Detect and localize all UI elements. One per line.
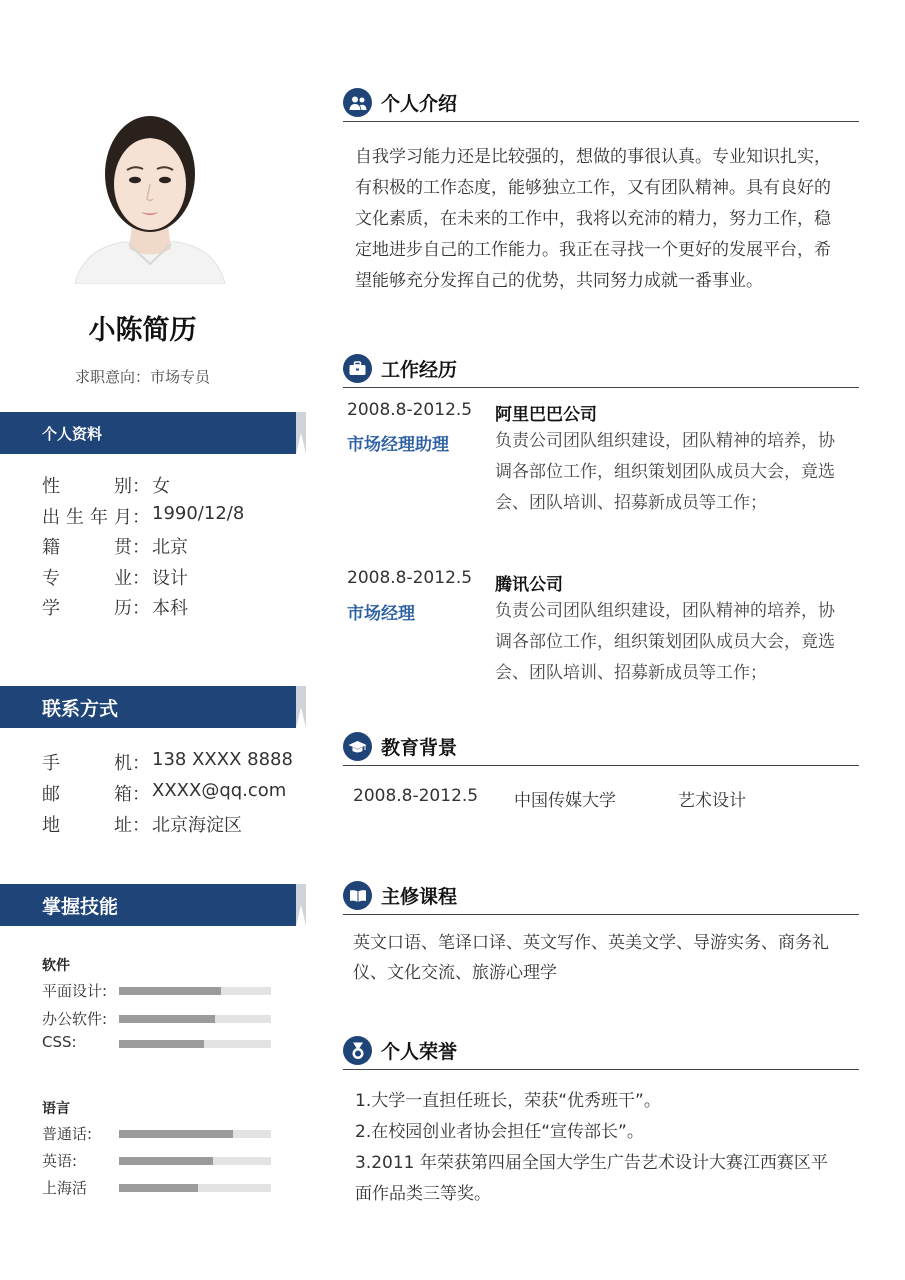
profile-photo — [73, 104, 227, 284]
text-line: 仪、文化交流、旅游心理学 — [353, 963, 557, 983]
portrait-image — [73, 104, 227, 284]
skill-row — [42, 1008, 272, 1028]
text-line: 定地进步自己的工作能力。我正在寻找一个更好的发展平台，希 — [355, 240, 831, 260]
job-company: 腾讯公司 — [495, 575, 563, 595]
book-icon — [343, 881, 372, 910]
job-title: 市场经理 — [347, 604, 415, 624]
job-date: 2008.8-2012.5 — [347, 568, 473, 588]
job-description — [495, 426, 865, 519]
skill-bar — [119, 1184, 271, 1192]
courses-text — [353, 928, 829, 988]
skill-bar-fill — [119, 1184, 198, 1192]
skill-bar — [119, 1015, 271, 1023]
section-bar-skills — [0, 884, 296, 926]
section-title-personal: 个人资料 — [42, 424, 103, 443]
skill-row — [42, 980, 272, 1000]
skill-bar-fill — [119, 1015, 215, 1023]
text-line: 面作品类三等奖。 — [355, 1184, 491, 1204]
text-line: 1.大学一直担任班长，荣获“优秀班干”。 — [355, 1091, 661, 1111]
skill-bar — [119, 1157, 271, 1165]
info-row-origin: 籍贯 ： 北京 — [42, 533, 188, 559]
graduation-cap-icon — [343, 732, 372, 761]
honors-text — [355, 1086, 828, 1210]
education-school: 中国传媒大学 — [514, 791, 616, 811]
section-title-education: 教育背景 — [381, 737, 458, 759]
education-date: 2008.8-2012.5 — [353, 786, 479, 806]
text-line: 有积极的工作态度，能够独立工作，又有团队精神。具有良好的 — [355, 178, 831, 198]
info-value: XXXX@qq.com — [152, 780, 287, 801]
skill-bar — [119, 1130, 271, 1138]
section-title-contact: 联系方式 — [42, 697, 119, 720]
skill-row — [42, 1177, 272, 1197]
skill-row — [42, 1150, 272, 1170]
job-description — [495, 596, 865, 689]
skill-bar-fill — [119, 1040, 204, 1048]
info-row-major: 专业 ： 设计 — [42, 564, 188, 590]
info-row-degree: 学历 ： 本科 — [42, 594, 188, 620]
skill-row — [42, 1123, 272, 1143]
info-row-gender: 性别 ： 女 — [42, 472, 170, 498]
text-line: 望能够充分发挥自己的优势，共同努力成就一番事业。 — [355, 271, 763, 291]
skill-label: 上海活 — [42, 1179, 88, 1197]
info-value: 北京 — [152, 537, 188, 558]
skill-bar-fill — [119, 987, 221, 995]
text-line: 调各部位工作，组织策划团队成员大会，竟选 — [495, 462, 835, 482]
info-key: 出生年月 — [42, 507, 132, 528]
job-company: 阿里巴巴公司 — [495, 405, 597, 425]
skill-label: 普通话: — [42, 1125, 93, 1143]
skill-row — [42, 1033, 272, 1053]
section-header-honors — [343, 1034, 859, 1070]
text-line: 2.在校园创业者协会担任“宣传部长”。 — [355, 1122, 644, 1142]
info-key: 地址 — [42, 815, 132, 836]
text-line: 自我学习能力还是比较强的，想做的事很认真。专业知识扎实， — [355, 147, 831, 167]
people-icon — [343, 88, 372, 117]
text-line: 负责公司团队组织建设，团队精神的培养，协 — [495, 431, 835, 451]
skill-bar — [119, 987, 271, 995]
section-header-work — [343, 352, 859, 388]
briefcase-icon — [343, 354, 372, 383]
info-key: 学历 — [42, 598, 132, 619]
section-header-intro — [343, 86, 859, 122]
job-intent: 求职意向：市场专员 — [74, 368, 210, 386]
text-line: 3.2011 年荣获第四届全国大学生广告艺术设计大赛江西赛区平 — [355, 1153, 828, 1173]
section-bar-contact — [0, 686, 296, 728]
info-value: 设计 — [152, 568, 188, 589]
text-line: 会、团队培训、招募新成员等工作； — [495, 663, 767, 683]
section-header-education — [343, 730, 859, 766]
skill-label: 平面设计: — [42, 982, 108, 1000]
info-value: 本科 — [152, 598, 188, 619]
info-row-birth: 出生年月 ： 1990/12/8 — [42, 503, 245, 528]
education-major: 艺术设计 — [678, 791, 746, 811]
info-key: 性别 — [42, 476, 132, 497]
section-title-honors: 个人荣誉 — [381, 1041, 458, 1063]
info-value: 138 XXXX 8888 — [152, 749, 293, 770]
text-line: 负责公司团队组织建设，团队精神的培养，协 — [495, 601, 835, 621]
skill-group-software: 软件 — [42, 958, 70, 974]
skill-bar-fill — [119, 1130, 233, 1138]
info-key: 籍贯 — [42, 537, 132, 558]
text-line: 英文口语、笔译口译、英文写作、英美文学、导游实务、商务礼 — [353, 933, 829, 953]
medal-icon — [343, 1036, 372, 1065]
section-header-courses — [343, 879, 859, 915]
skill-label: 办公软件: — [42, 1010, 108, 1028]
text-line: 会、团队培训、招募新成员等工作； — [495, 493, 767, 513]
info-value: 女 — [152, 476, 170, 497]
info-key: 邮箱 — [42, 784, 132, 805]
resume-name: 小陈简历 — [88, 315, 197, 346]
job-date: 2008.8-2012.5 — [347, 400, 473, 420]
section-bar-personal — [0, 412, 296, 454]
section-title-skills: 掌握技能 — [42, 895, 119, 918]
section-title-courses: 主修课程 — [381, 886, 458, 908]
text-line: 文化素质，在未来的工作中，我将以充沛的精力，努力工作，稳 — [355, 209, 831, 229]
skill-label: 英语: — [42, 1152, 78, 1170]
contact-row-phone: 手机 ： 138 XXXX 8888 — [42, 749, 293, 774]
contact-row-email: 邮箱 ： XXXX@qq.com — [42, 780, 287, 805]
job-title: 市场经理助理 — [347, 435, 449, 455]
info-value: 1990/12/8 — [152, 503, 245, 524]
skill-bar-fill — [119, 1157, 213, 1165]
section-title-work: 工作经历 — [381, 359, 458, 381]
skill-label: CSS: — [42, 1033, 77, 1051]
section-title-intro: 个人介绍 — [381, 93, 458, 115]
skill-bar — [119, 1040, 271, 1048]
skill-group-language: 语言 — [42, 1101, 70, 1117]
contact-row-address: 地址 ： 北京海淀区 — [42, 811, 242, 837]
info-value: 北京海淀区 — [152, 815, 242, 836]
text-line: 调各部位工作，组织策划团队成员大会，竟选 — [495, 632, 835, 652]
intro-text — [355, 142, 831, 297]
info-key: 手机 — [42, 753, 132, 774]
info-key: 专业 — [42, 568, 132, 589]
